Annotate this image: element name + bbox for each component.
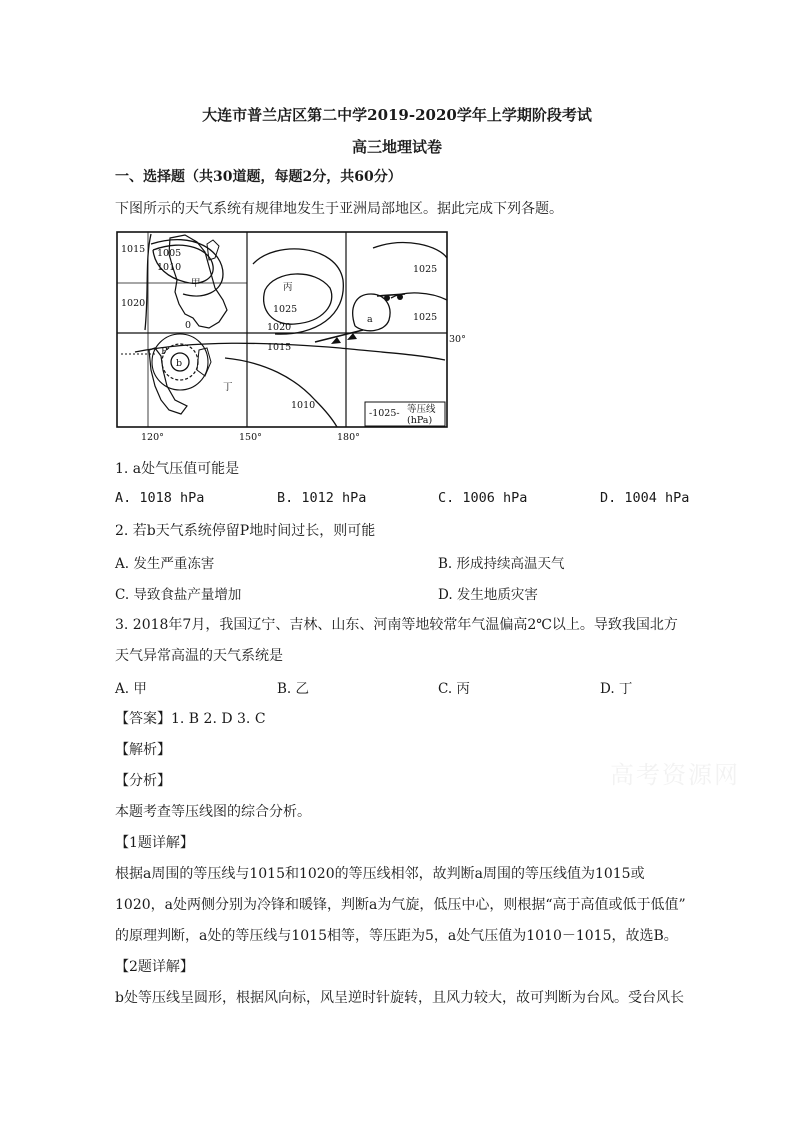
label-lat: 30° bbox=[449, 334, 466, 345]
label-isobar-3: 1010 bbox=[157, 262, 182, 273]
detail-1-line-3: 的原理判断，a处的等压线与1015相等，等压距为5，a处气压值为1010－1015，故选B。 bbox=[115, 928, 678, 944]
q2-stem: 2. 若b天气系统停留P地时间过长，则可能 bbox=[115, 523, 376, 539]
isobar-1010 bbox=[225, 358, 337, 427]
legend-value: -1025- bbox=[369, 408, 400, 419]
detail-1-line-2: 1020，a处两侧分别为冷锋和暖锋，判断a为气旋，低压中心，则根据“高于高值或低于低值” bbox=[115, 897, 686, 913]
q2-option-b[interactable]: B. 形成持续高温天气 bbox=[438, 556, 565, 572]
coastline-4 bbox=[197, 348, 211, 376]
label-bing: 丙 bbox=[283, 282, 293, 293]
label-isobar-8: 1015 bbox=[267, 342, 292, 353]
label-isobar-9: 1010 bbox=[291, 400, 316, 411]
q3-option-a[interactable]: A. 甲 bbox=[115, 681, 147, 697]
label-ding: 丁 bbox=[223, 382, 233, 393]
label-jia: 甲 bbox=[191, 278, 201, 289]
answer-line: 【答案】1. B 2. D 3. C bbox=[115, 711, 266, 727]
label-lon-180: 180° bbox=[337, 432, 360, 443]
q3-stem-line-2: 天气异常高温的天气系统是 bbox=[115, 648, 283, 664]
q1-option-c[interactable]: C. 1006 hPa bbox=[438, 490, 528, 506]
q3-option-b[interactable]: B. 乙 bbox=[277, 681, 310, 697]
legend-label: 等压线 bbox=[407, 404, 436, 415]
intro-text: 下图所示的天气系统有规律地发生于亚洲局部地区。据此完成下列各题。 bbox=[115, 201, 563, 217]
warm-front-marker-2 bbox=[397, 294, 403, 300]
warm-front-marker-1 bbox=[384, 295, 390, 301]
label-isobar-2: 1005 bbox=[157, 248, 182, 259]
label-isobar-7: 1020 bbox=[267, 322, 292, 333]
label-isobar-6: 1025 bbox=[273, 304, 298, 315]
summary-text: 本题考查等压线图的综合分析。 bbox=[115, 804, 311, 820]
isobar-1025-top-right bbox=[373, 243, 447, 258]
label-a: a bbox=[367, 314, 373, 325]
label-b: b bbox=[176, 358, 183, 369]
exam-subtitle: 高三地理试卷 bbox=[351, 138, 442, 156]
label-isobar-11: 1025 bbox=[413, 312, 438, 323]
isobar-map bbox=[115, 230, 466, 445]
q3-option-d[interactable]: D. 丁 bbox=[600, 681, 633, 697]
label-isobar-5: 0 bbox=[185, 320, 192, 331]
q1-stem: 1. a处气压值可能是 bbox=[115, 461, 240, 477]
q2-option-d[interactable]: D. 发生地质灾害 bbox=[438, 587, 538, 603]
q3-stem-line-1: 3. 2018年7月，我国辽宁、吉林、山东、河南等地较常年气温偏高2℃以上。导致我国北方 bbox=[115, 617, 678, 633]
jiexi-heading: 【解析】 bbox=[115, 742, 171, 758]
section-heading: 一、选择题（共30道题，每题2分，共60分） bbox=[115, 169, 402, 185]
isobar-1025-bing bbox=[264, 274, 332, 324]
q1-option-d[interactable]: D. 1004 hPa bbox=[600, 490, 690, 506]
detail-2-line-1: b处等压线呈圆形，根据风向标，风呈逆时针旋转，且风力较大，故可判断为台风。受台风长 bbox=[115, 990, 684, 1006]
q1-option-b[interactable]: B. 1012 hPa bbox=[277, 490, 367, 506]
isobar-map-svg bbox=[115, 230, 466, 445]
q3-option-c[interactable]: C. 丙 bbox=[438, 681, 470, 697]
watermark: 高考资源网 bbox=[610, 761, 740, 789]
fenxi-heading: 【分析】 bbox=[115, 773, 171, 789]
label-isobar-4: 1020 bbox=[121, 298, 146, 309]
detail-1-line-1: 根据a周围的等压线与1015和1020的等压线相邻，故判断a周围的等压线值为1015或 bbox=[115, 866, 645, 882]
exam-title: 大连市普兰店区第二中学2019-2020学年上学期阶段考试 bbox=[202, 106, 592, 124]
label-isobar-1: 1015 bbox=[121, 244, 146, 255]
label-p: P bbox=[161, 346, 168, 357]
label-lon-120: 120° bbox=[141, 432, 164, 443]
legend-unit: (hPa) bbox=[407, 415, 433, 426]
q1-option-a[interactable]: A. 1018 hPa bbox=[115, 490, 205, 506]
q2-option-a[interactable]: A. 发生严重冻害 bbox=[115, 556, 215, 572]
detail-1-heading: 【1题详解】 bbox=[115, 835, 194, 851]
label-isobar-10: 1025 bbox=[413, 264, 438, 275]
q2-option-c[interactable]: C. 导致食盐产量增加 bbox=[115, 587, 242, 603]
label-lon-150: 150° bbox=[239, 432, 262, 443]
detail-2-heading: 【2题详解】 bbox=[115, 959, 194, 975]
